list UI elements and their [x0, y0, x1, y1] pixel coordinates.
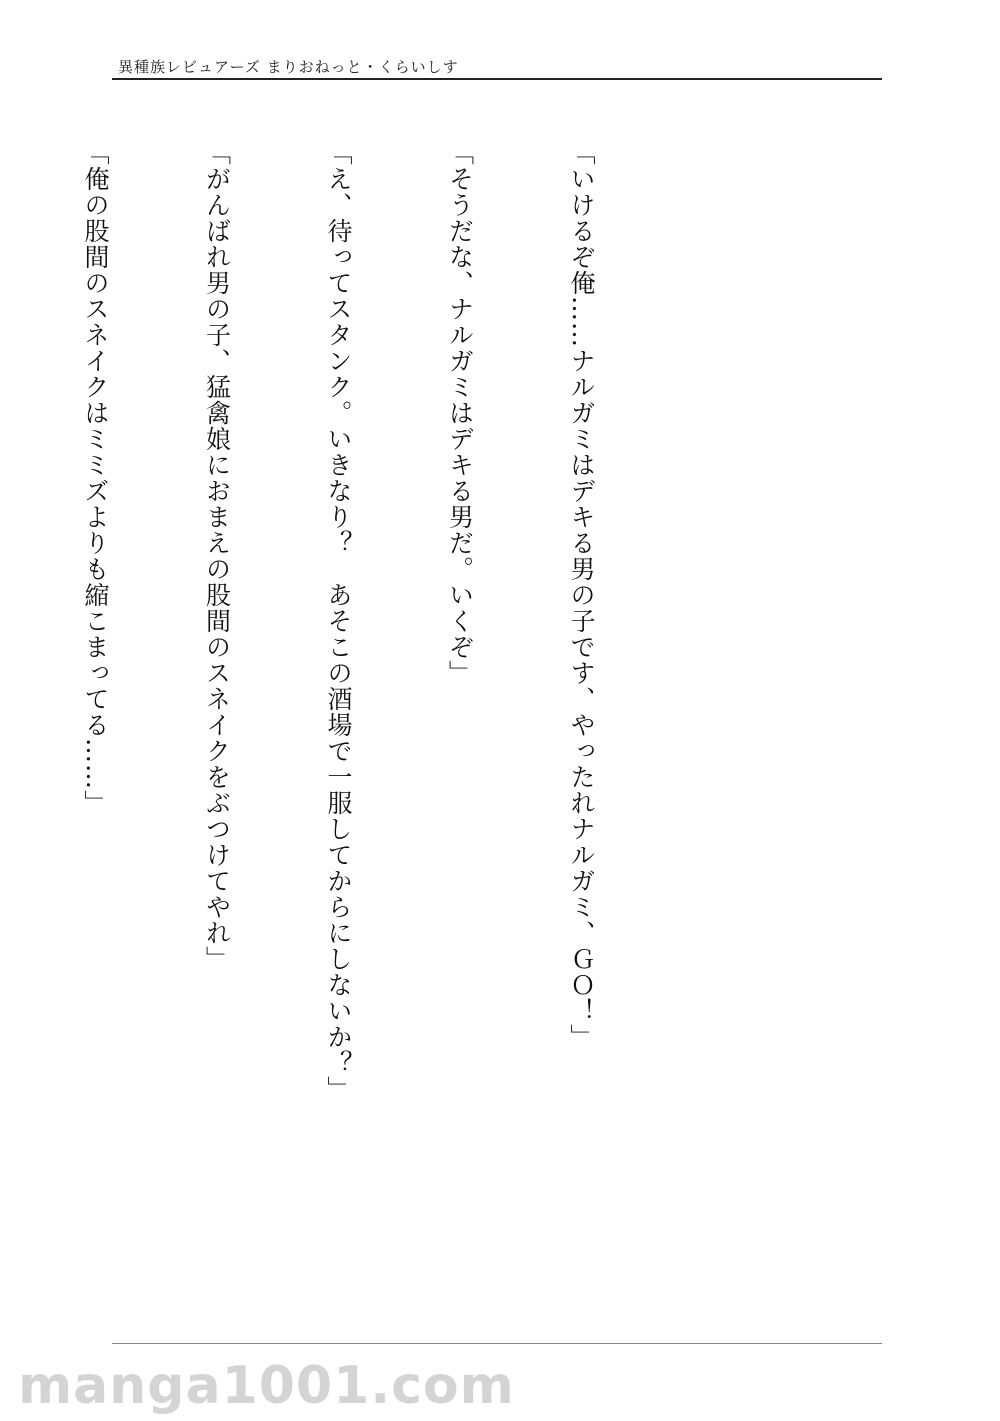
- running-header: 異種族レビュアーズ まりおねっと・くらいしす: [118, 58, 459, 76]
- text-line: 「そうだな、ナルガミはデキる男だ。いくぞ」: [445, 140, 475, 686]
- footer-divider: [112, 1343, 882, 1344]
- vertical-body-text: [0, 140, 682, 1320]
- site-watermark: manga1001.com: [18, 1356, 515, 1416]
- text-line: 「いけるぞ俺……ナルガミはデキる男の子です、やったれナルガミ、ＧＯ！」: [567, 140, 596, 1050]
- text-line: 「がんばれ男の子、猛禽娘におまえの股間のスネイクをぶつけてやれ」: [202, 140, 232, 972]
- header-divider: [112, 78, 882, 80]
- text-line: 「え、待ってスタンク。いきなり？ あそこの酒場で一服してからにしないか？」: [324, 140, 353, 1102]
- text-line: 「俺の股間のスネイクはミミズよりも縮こまってる……」: [81, 140, 110, 816]
